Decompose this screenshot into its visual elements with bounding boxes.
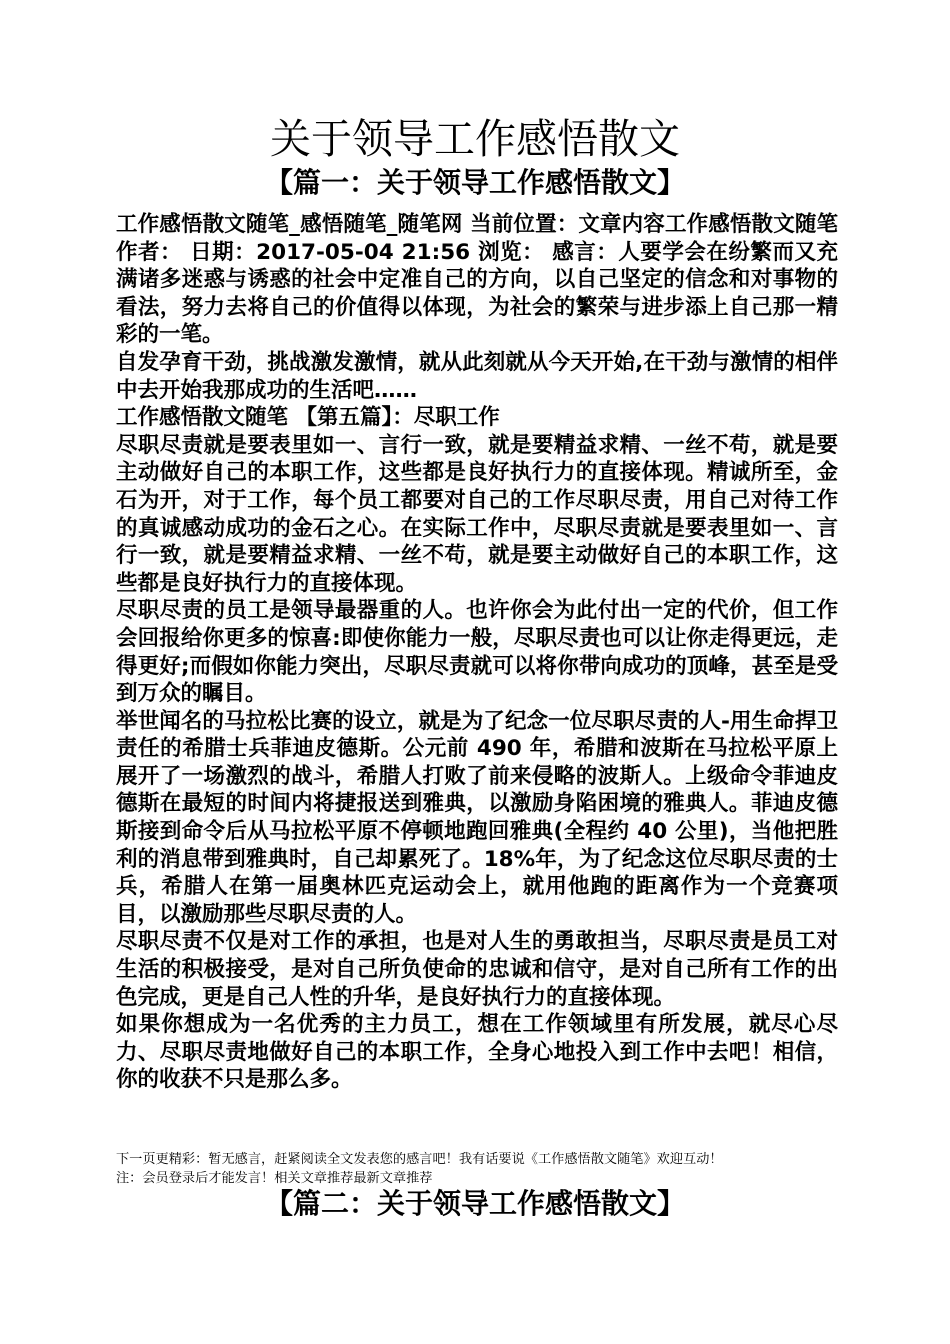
- footer-line-next-page: 下一页更精彩：暂无感言，赶紧阅读全文发表您的感言吧！我有话要说《工作感悟散文随笔》欢迎互动！: [116, 1152, 723, 1167]
- paragraph-marathon: 举世闻名的马拉松比赛的设立，就是为了纪念一位尽职尽责的人-用生命捍卫责任的希腊士兵菲迪皮德斯。公元前 490 年，希腊和波斯在马拉松平原上展开了一场激烈的战斗，希腊人打败了前来侵略的波斯人。上级命令菲迪皮德斯在最短的时间内将捷报送到雅典，以激励身陷困境的雅典人。菲迪皮德斯接到命令后从马拉松平原不停顿地跑回雅典(全程约 40 公里)，当他把胜利的消息带到雅典时，自己却累死了。18%年，为了纪念这位尽职尽责的士兵，希腊人在第一届奥林匹克运动会上，就用他跑的距离作为一个竞赛项目，以激励那些尽职尽责的人。: [116, 708, 838, 927]
- footer-line-login-note: 注：会员登录后才能发言！相关文章推荐最新文章推荐: [116, 1171, 433, 1186]
- paragraph-valued-employee: 尽职尽责的员工是领导最器重的人。也许你会为此付出一定的代价，但工作会回报给你更多的惊喜:即使你能力一般，尽职尽责也可以让你走得更远，走得更好;而假如你能力突出，尽职尽责就可以将你带向成功的顶峰，甚至是受到万众的瞩目。: [116, 598, 838, 707]
- document-title: 关于领导工作感悟散文: [270, 115, 680, 163]
- section-heading-1: 【篇一：关于领导工作感悟散文】: [264, 166, 685, 199]
- page-footer-notes: [116, 1150, 846, 1188]
- paragraph-intro: 工作感悟散文随笔_感悟随笔_随笔网 当前位置：文章内容工作感悟散文随笔作者： 日期：2017-05-04 21:56 浏览： 感言：人要学会在纷繁而又充满诸多迷惑与诱惑的社会中定准自己的方向，以自己坚定的信念和对事物的看法，努力去将自己的价值得以体现，为社会的繁荣与进步添上自己那一精彩的一笔。: [116, 212, 838, 348]
- paragraph-motivation: 自发孕育干劲，挑战激发激情，就从此刻就从今天开始,在干劲与激情的相伴中去开始我那成功的生活吧……: [116, 349, 838, 403]
- section-heading-2: 【篇二：关于领导工作感悟散文】: [264, 1187, 685, 1220]
- paragraph-conclusion: 如果你想成为一名优秀的主力员工，想在工作领域里有所发展，就尽心尽力、尽职尽责地做好自己的本职工作，全身心地投入到工作中去吧！相信，你的收获不只是那么多。: [116, 1012, 838, 1093]
- paragraph-responsibility: 尽职尽责不仅是对工作的承担，也是对人生的勇敢担当，尽职尽责是员工对生活的积极接受，是对自己所负使命的忠诚和信守，是对自己所有工作的出色完成，更是自己人性的升华，是良好执行力的直接体现。: [116, 929, 838, 1010]
- paragraph-subheading: 工作感悟散文随笔 【第五篇】：尽职工作: [116, 405, 500, 431]
- article-body: [116, 211, 838, 1094]
- paragraph-diligence: 尽职尽责就是要表里如一、言行一致，就是要精益求精、一丝不苟，就是要主动做好自己的本职工作，这些都是良好执行力的直接体现。精诚所至，金石为开，对于工作，每个员工都要对自己的工作尽职尽责，用自己对待工作的真诚感动成功的金石之心。在实际工作中，尽职尽责就是要表里如一、言行一致，就是要精益求精、一丝不苟，就是要主动做好自己的本职工作，这些都是良好执行力的直接体现。: [116, 432, 838, 596]
